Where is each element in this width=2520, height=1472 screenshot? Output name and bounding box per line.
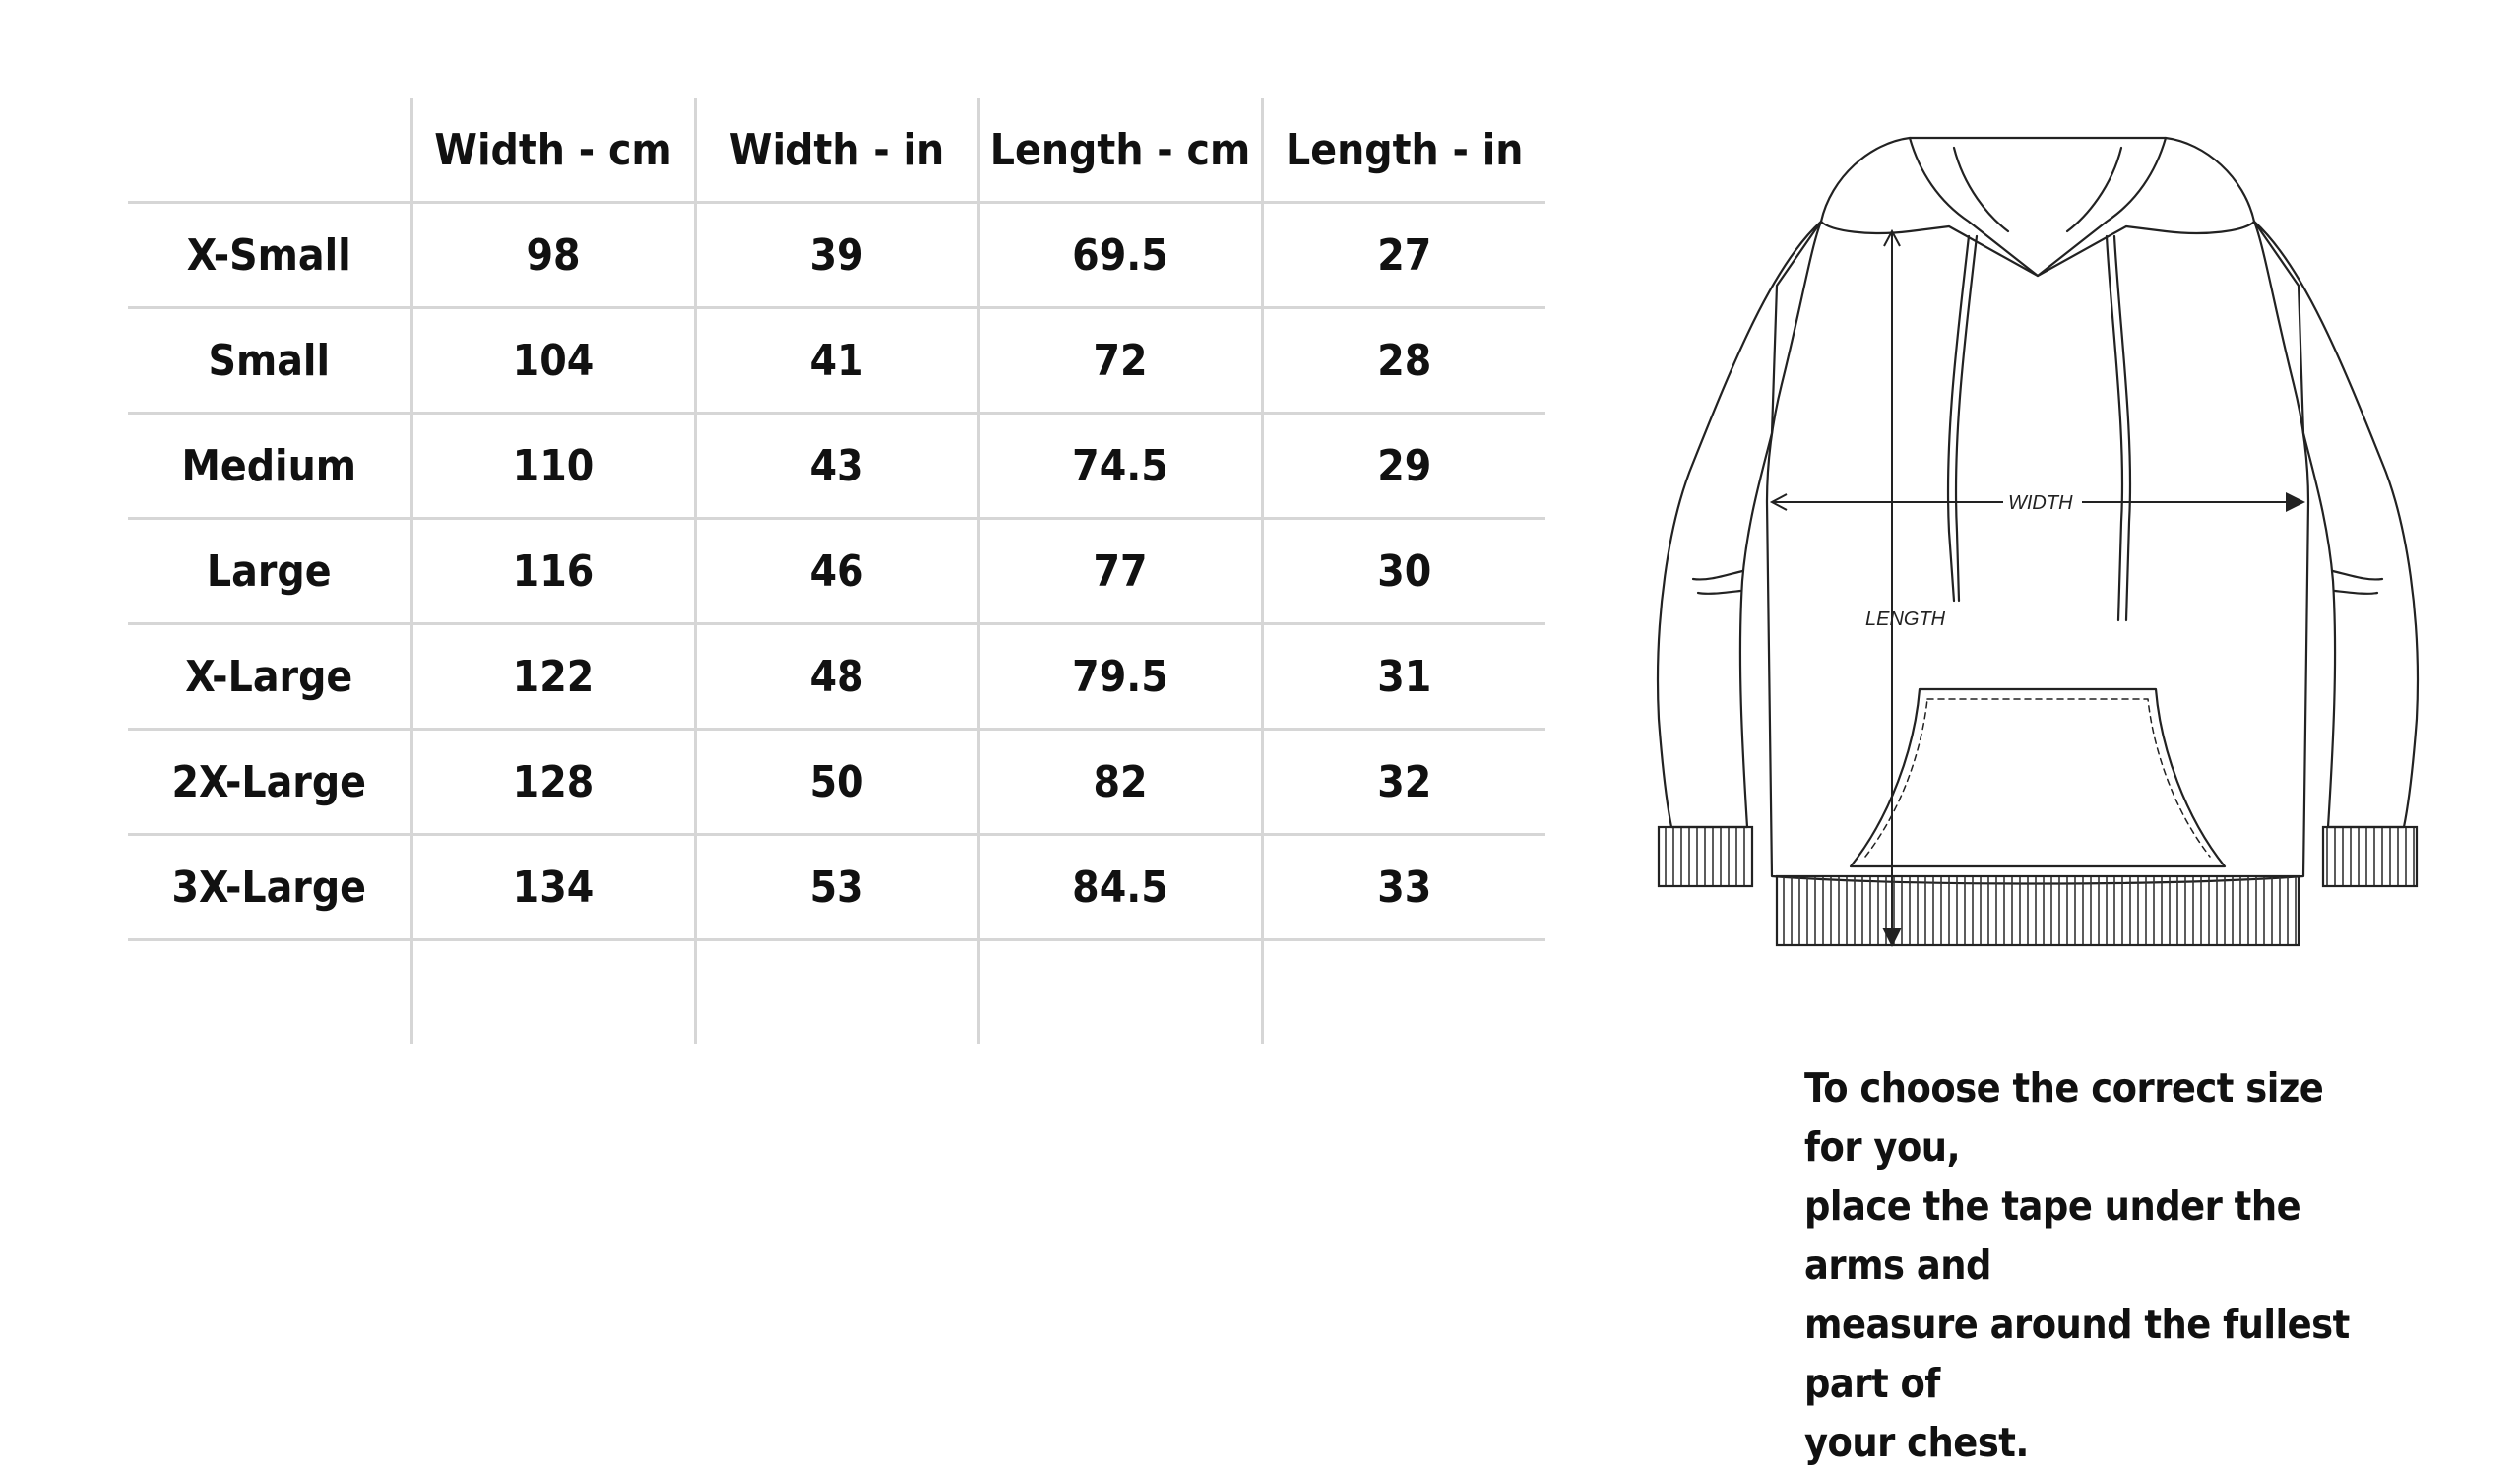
width-cm-cell: 110 [411, 414, 695, 519]
right-sleeve [2254, 222, 2418, 827]
empty-cell [1262, 940, 1545, 1045]
width-cm-cell: 98 [411, 203, 695, 308]
left-sleeve [1658, 222, 1821, 827]
length-in-cell: 30 [1262, 519, 1545, 624]
width-in-cell: 50 [695, 730, 978, 835]
length-in-cell: 28 [1262, 308, 1545, 414]
hoodie-body [1767, 222, 2308, 884]
width-label: WIDTH [2008, 492, 2073, 514]
table-row [128, 835, 1545, 940]
size-label: X-Small [128, 203, 411, 308]
table-row [128, 624, 1545, 730]
size-label: 2X-Large [128, 730, 411, 835]
width-in-cell: 53 [695, 835, 978, 940]
length-cm-cell: 72 [978, 308, 1262, 414]
size-label: Medium [128, 414, 411, 519]
size-label: 3X-Large [128, 835, 411, 940]
note-line: place the tape under the arms and [1804, 1183, 2301, 1289]
header-empty [128, 98, 411, 203]
size-chart-table [128, 98, 1545, 1044]
left-cuff-rib [1659, 827, 1752, 886]
right-cuff-rib [2323, 827, 2417, 886]
measuring-instructions [1804, 1058, 2356, 1472]
hoodie-diagram [1614, 108, 2461, 994]
length-in-cell: 29 [1262, 414, 1545, 519]
length-in-cell: 32 [1262, 730, 1545, 835]
width-cm-cell: 134 [411, 835, 695, 940]
empty-cell [411, 940, 695, 1045]
kangaroo-pocket [1851, 689, 2225, 866]
width-in-cell: 46 [695, 519, 978, 624]
table-row [128, 414, 1545, 519]
hoodie-illustration [1614, 108, 2461, 994]
width-cm-cell: 116 [411, 519, 695, 624]
length-label: LENGTH [1865, 608, 1946, 630]
header-width-in: Width - in [695, 98, 978, 203]
hood-inner [1910, 138, 2166, 276]
empty-cell [128, 940, 411, 1045]
size-label: X-Large [128, 624, 411, 730]
note-line: measure around the fullest part of [1804, 1301, 2350, 1407]
table-row [128, 730, 1545, 835]
width-in-cell: 39 [695, 203, 978, 308]
width-cm-cell: 104 [411, 308, 695, 414]
length-in-cell: 33 [1262, 835, 1545, 940]
note-line: To choose the correct size for you, [1804, 1064, 2324, 1171]
length-cm-cell: 69.5 [978, 203, 1262, 308]
empty-cell [695, 940, 978, 1045]
length-cm-cell: 77 [978, 519, 1262, 624]
table-row [128, 308, 1545, 414]
drawstring-right [2107, 236, 2122, 620]
header-length-in: Length - in [1262, 98, 1545, 203]
width-in-cell: 48 [695, 624, 978, 730]
empty-cell [978, 940, 1262, 1045]
size-label: Large [128, 519, 411, 624]
length-cm-cell: 84.5 [978, 835, 1262, 940]
hood-outline [1821, 138, 2254, 276]
length-in-cell: 31 [1262, 624, 1545, 730]
size-label: Small [128, 308, 411, 414]
length-cm-cell: 82 [978, 730, 1262, 835]
length-cm-cell: 79.5 [978, 624, 1262, 730]
waistband-rib [1777, 876, 2299, 945]
length-in-cell: 27 [1262, 203, 1545, 308]
table-row [128, 519, 1545, 624]
table-empty-row [128, 940, 1545, 1045]
table-row [128, 203, 1545, 308]
width-in-cell: 41 [695, 308, 978, 414]
note-line: your chest. [1804, 1419, 2029, 1466]
header-width-cm: Width - cm [411, 98, 695, 203]
width-in-cell: 43 [695, 414, 978, 519]
header-length-cm: Length - cm [978, 98, 1262, 203]
width-cm-cell: 122 [411, 624, 695, 730]
width-cm-cell: 128 [411, 730, 695, 835]
length-cm-cell: 74.5 [978, 414, 1262, 519]
table-header-row [128, 98, 1545, 203]
